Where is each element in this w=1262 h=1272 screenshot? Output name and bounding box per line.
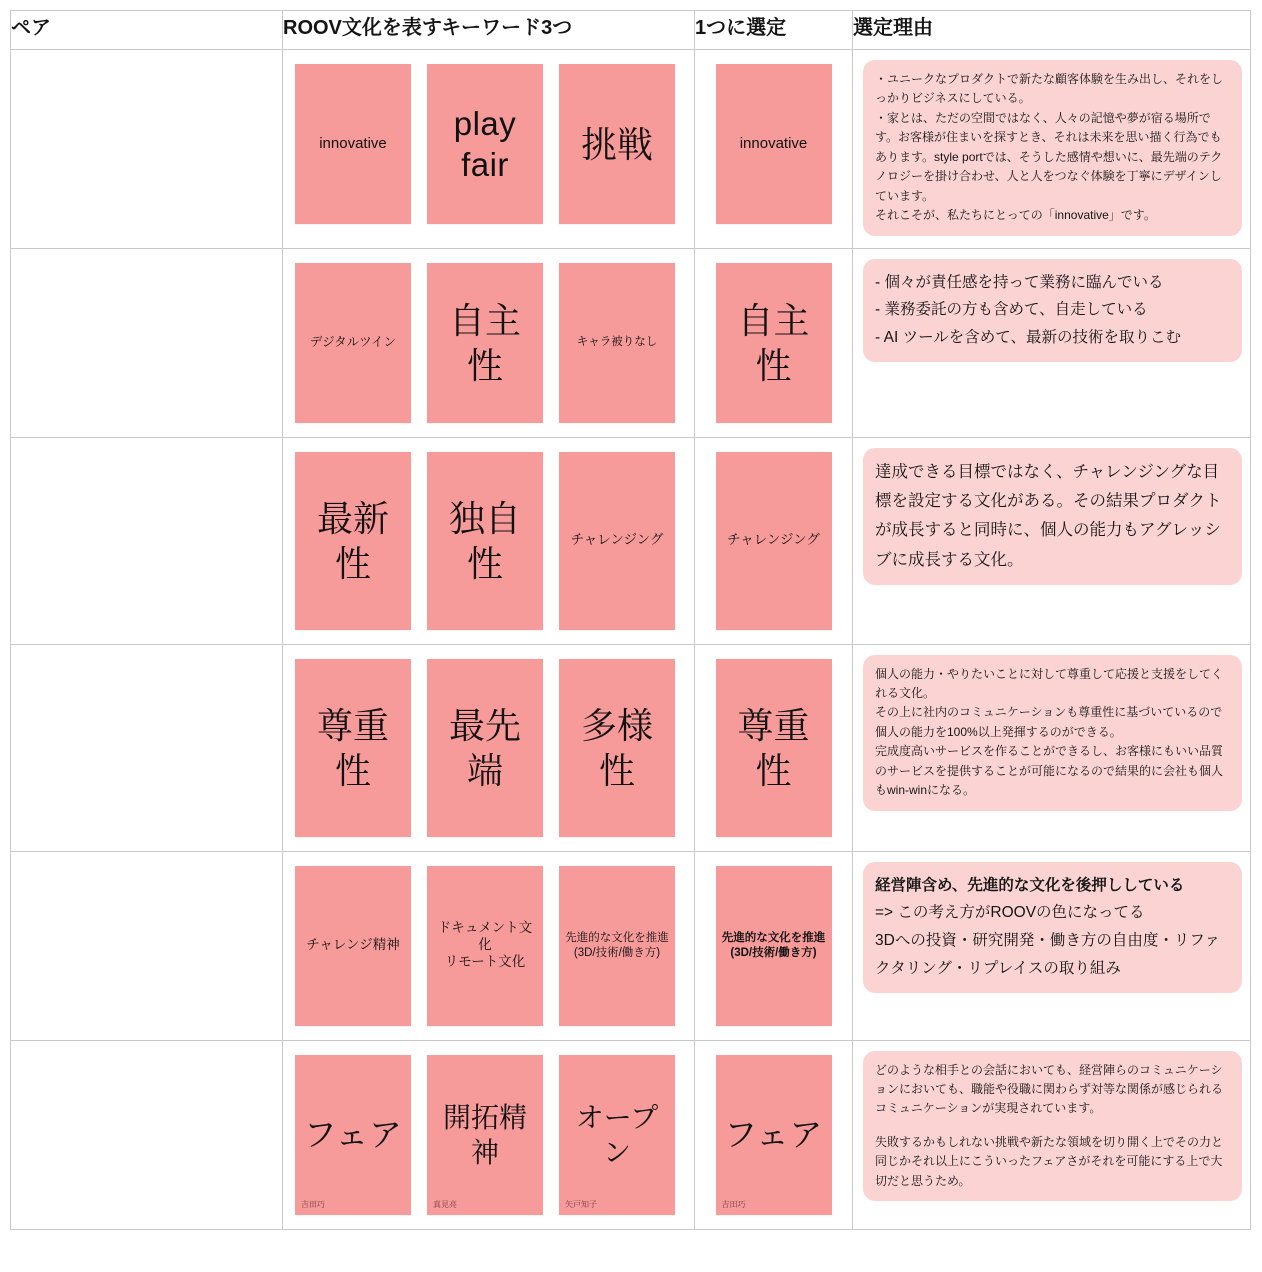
table-row — [11, 50, 1251, 249]
sticky-note-text: innovative — [319, 134, 387, 152]
reason-line: ・ユニークなプロダクトで新たな顧客体験を生み出し、それをしっかりビジネスにしている。 — [875, 72, 1224, 106]
sticky-note[interactable] — [295, 263, 411, 423]
reason-line: 3Dへの投資・研究開発・働き方の自由度・リファクタリング・リプレイスの取り組み — [875, 932, 1221, 978]
sticky-note-group — [283, 438, 694, 644]
selected-cell — [695, 644, 853, 851]
reason-line: 経営陣含め、先進的な文化を後押ししている — [875, 876, 1185, 894]
sticky-note[interactable] — [559, 263, 675, 423]
header-keywords: ROOV文化を表すキーワード3つ — [283, 11, 695, 50]
sticky-note[interactable] — [427, 866, 543, 1026]
keywords-cell — [283, 50, 695, 249]
selected-sticky-note-text: チャレンジング — [727, 532, 820, 548]
reason-cell — [853, 644, 1251, 851]
sticky-note-text: play fair — [453, 104, 517, 183]
sticky-note-text: 尊重性 — [316, 704, 389, 791]
selected-sticky-note[interactable] — [716, 659, 832, 837]
reason-note[interactable] — [863, 259, 1242, 363]
reason-spacer — [875, 1119, 1230, 1133]
selected-sticky-note-author: 吉田巧 — [721, 1199, 746, 1209]
reason-line: 達成できる目標ではなく、チャレンジングな目標を設定する文化がある。その結果プロダクトが成長すると同時に、個人の能力もアグレッシブに成長する文化。 — [875, 462, 1222, 569]
reason-note[interactable] — [863, 60, 1242, 236]
header-reason: 選定理由 — [853, 11, 1251, 50]
sticky-note[interactable] — [427, 263, 543, 423]
sticky-note[interactable] — [427, 64, 543, 224]
reason-line: 完成度高いサービスを作ることができるし、お客様にもいい品質のサービスを提供することが可能になるので結果的に会社も個人もwin-winになる。 — [875, 744, 1224, 798]
table-body — [11, 50, 1251, 1230]
sticky-note-author: 矢戸知子 — [565, 1199, 597, 1209]
sticky-note[interactable] — [559, 659, 675, 837]
keywords-cell — [283, 248, 695, 437]
table-header-row — [11, 11, 1251, 50]
table-row — [11, 644, 1251, 851]
reason-line: => この考え方がROOVの色になってる — [875, 904, 1145, 922]
sticky-note[interactable] — [559, 452, 675, 630]
culture-keywords-table — [10, 10, 1251, 1230]
selected-sticky-note[interactable] — [716, 452, 832, 630]
pair-cell — [11, 248, 283, 437]
sticky-note-group — [283, 50, 694, 238]
pair-cell — [11, 851, 283, 1040]
sticky-note-text: 開拓精神 — [442, 1101, 527, 1168]
sticky-note[interactable] — [427, 1055, 543, 1215]
sticky-note[interactable] — [559, 64, 675, 224]
sticky-note[interactable] — [295, 452, 411, 630]
selected-sticky-note-text: innovative — [739, 134, 808, 152]
sticky-note-group — [283, 249, 694, 437]
reason-note[interactable] — [863, 1051, 1242, 1202]
table-row — [11, 248, 1251, 437]
selected-sticky-note-text: 尊重性 — [737, 704, 810, 791]
keywords-cell — [283, 851, 695, 1040]
reason-line: 失敗するかもしれない挑戦や新たな領域を切り開く上でその力と同じかそれ以上にこういったフェアさがそれを可能にする上で大切だと思うため。 — [875, 1134, 1224, 1188]
sticky-note-text: 自主性 — [448, 299, 521, 386]
selected-note-wrap — [695, 249, 852, 437]
sticky-note-author: 真見亮 — [433, 1199, 457, 1209]
sticky-note-text: チャレンジ精神 — [306, 937, 400, 953]
table-row — [11, 851, 1251, 1040]
selected-cell — [695, 851, 853, 1040]
sticky-note-author: 吉田巧 — [301, 1199, 325, 1209]
sticky-note-text: 独自性 — [448, 497, 521, 584]
header-pair: ペア — [11, 11, 283, 50]
sticky-note-group — [283, 1041, 694, 1229]
sticky-note[interactable] — [559, 866, 675, 1026]
reason-cell — [853, 1040, 1251, 1229]
reason-cell — [853, 50, 1251, 249]
pair-cell — [11, 437, 283, 644]
selected-cell — [695, 248, 853, 437]
keywords-cell — [283, 437, 695, 644]
reason-cell — [853, 248, 1251, 437]
selected-note-wrap — [695, 50, 852, 238]
reason-line: どのような相手との会話においても、経営陣らのコミュニケーションにおいても、職能や役職に関わらず対等な関係が感じられるコミュニケーションが実現されています。 — [875, 1062, 1224, 1116]
keywords-cell — [283, 1040, 695, 1229]
table-row — [11, 437, 1251, 644]
sticky-note-text: オープン — [575, 1101, 659, 1168]
selected-sticky-note-text: 自主性 — [737, 299, 810, 386]
reason-note[interactable] — [863, 655, 1242, 811]
reason-line: - AI ツールを含めて、最新の技術を取りこむ — [875, 329, 1181, 347]
sticky-note[interactable] — [427, 659, 543, 837]
selected-cell — [695, 1040, 853, 1229]
pair-cell — [11, 644, 283, 851]
sticky-note-text: 多様性 — [580, 704, 653, 791]
reason-line: - 個々が責任感を持って業務に臨んでいる — [875, 273, 1164, 291]
selected-sticky-note[interactable] — [716, 866, 832, 1026]
reason-line: その上に社内のコミュニケーションも尊重性に基づいているので個人の能力を100%以上発揮するのができる。 — [875, 705, 1223, 739]
sticky-note-text: 先進的な文化を推進 (3D/技術/働き方) — [565, 932, 669, 959]
sticky-note-text: 最新性 — [316, 497, 389, 584]
selected-cell — [695, 437, 853, 644]
selected-note-wrap — [695, 852, 852, 1040]
selected-note-wrap — [695, 645, 852, 851]
sticky-note-text: キャラ被りなし — [576, 336, 658, 349]
sticky-note[interactable] — [559, 1055, 675, 1215]
pair-cell — [11, 1040, 283, 1229]
selected-sticky-note-text: フェア — [724, 1115, 823, 1153]
table-row — [11, 1040, 1251, 1229]
reason-note[interactable] — [863, 862, 1242, 994]
sticky-note[interactable] — [295, 1055, 411, 1215]
reason-line: - 業務委託の方も含めて、自走している — [875, 301, 1148, 319]
reason-cell — [853, 851, 1251, 1040]
reason-note[interactable] — [863, 448, 1242, 585]
reason-line: それこそが、私たちにとっての「innovative」です。 — [875, 208, 1156, 223]
selected-note-wrap — [695, 1041, 852, 1229]
selected-sticky-note[interactable] — [716, 64, 832, 224]
selected-cell — [695, 50, 853, 249]
sticky-note-group — [283, 852, 694, 1040]
pair-cell — [11, 50, 283, 249]
sticky-note[interactable] — [295, 866, 411, 1026]
header-selected: 1つに選定 — [695, 11, 853, 50]
sticky-note-text: 挑戦 — [580, 123, 653, 165]
selected-note-wrap — [695, 438, 852, 644]
sticky-note[interactable] — [295, 64, 411, 224]
whiteboard-canvas — [0, 10, 1262, 1272]
sticky-note-text: チャレンジング — [570, 532, 664, 548]
reason-cell — [853, 437, 1251, 644]
sticky-note-text: フェア — [303, 1115, 403, 1153]
sticky-note-text: デジタルツイン — [309, 334, 397, 349]
sticky-note-group — [283, 645, 694, 851]
reason-line: ・家とは、ただの空間ではなく、人々の記憶や夢が宿る場所です。お客様が住まいを探すとき、それは未来を思い描く行為でもあります。style portでは、そうした感情や想いに、最先端のテクノロジーを掛け合わせ、人と人をつなぐ体験を丁寧にデザインしています。 — [875, 110, 1223, 203]
keywords-cell — [283, 644, 695, 851]
sticky-note[interactable] — [295, 659, 411, 837]
sticky-note-text: ドキュメント文化 リモート文化 — [437, 920, 533, 969]
sticky-note-text: 最先端 — [448, 704, 521, 791]
selected-sticky-note[interactable] — [716, 1055, 832, 1215]
sticky-note[interactable] — [427, 452, 543, 630]
reason-line: 個人の能力・やりたいことに対して尊重して応援と支援をしてくれる文化。 — [875, 666, 1224, 700]
selected-sticky-note-text: 先進的な文化を推進 (3D/技術/働き方) — [721, 932, 826, 959]
selected-sticky-note[interactable] — [716, 263, 832, 423]
